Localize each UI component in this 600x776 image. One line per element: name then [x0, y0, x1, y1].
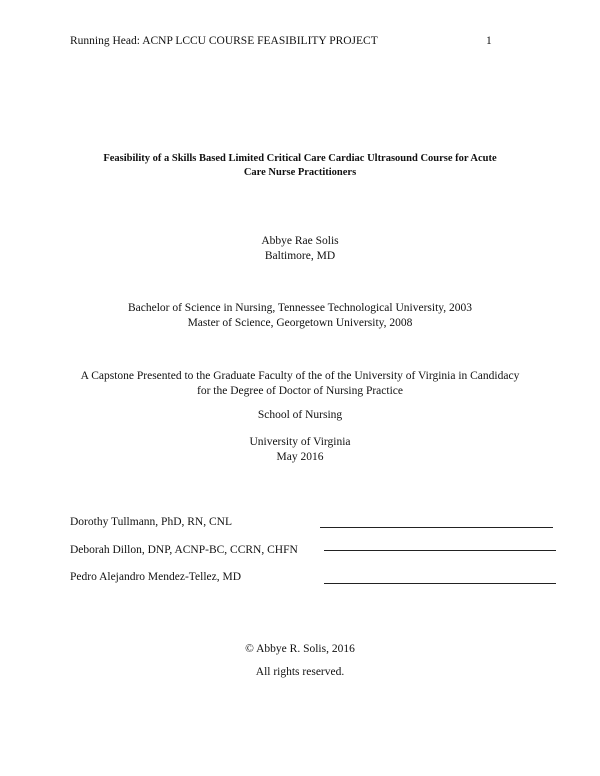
signatory-2: Deborah Dillon, DNP, ACNP-BC, CCRN, CHFN	[70, 544, 298, 556]
signature-line-2	[324, 550, 556, 551]
title-line-1: Feasibility of a Skills Based Limited Critical Care Cardiac Ultrasound Course for Acute	[103, 153, 497, 164]
capstone-line-2: for the Degree of Doctor of Nursing Practice	[197, 385, 403, 397]
capstone-line-1: A Capstone Presented to the Graduate Faculty of the of the University of Virginia in Candidacy	[80, 370, 520, 382]
signatory-1: Dorothy Tullmann, PhD, RN, CNL	[70, 516, 232, 528]
author-location: Baltimore, MD	[264, 250, 336, 262]
degree-1: Bachelor of Science in Nursing, Tennessee Technological University, 2003	[127, 302, 473, 314]
capstone-statement	[0, 369, 600, 399]
running-head: Running Head: ACNP LCCU COURSE FEASIBILITY PROJECT	[70, 35, 378, 47]
school-name: School of Nursing	[257, 409, 343, 421]
submission-date: May 2016	[276, 451, 324, 463]
signature-line-1	[320, 527, 553, 528]
signatory-3: Pedro Alejandro Mendez-Tellez, MD	[70, 571, 242, 583]
university-name: University of Virginia	[249, 436, 351, 448]
degree-2: Master of Science, Georgetown University, 2008	[187, 317, 413, 329]
institution-block	[0, 435, 600, 465]
rights-notice: All rights reserved.	[255, 666, 345, 678]
page-number: 1	[486, 35, 492, 47]
copyright-notice: © Abbye R. Solis, 2016	[245, 643, 355, 655]
signature-line-3	[324, 583, 556, 584]
title-line-2: Care Nurse Practitioners	[243, 167, 357, 178]
author-name: Abbye Rae Solis	[261, 235, 339, 247]
document-title	[80, 152, 520, 180]
author-block	[0, 234, 600, 264]
degrees-block	[0, 301, 600, 331]
